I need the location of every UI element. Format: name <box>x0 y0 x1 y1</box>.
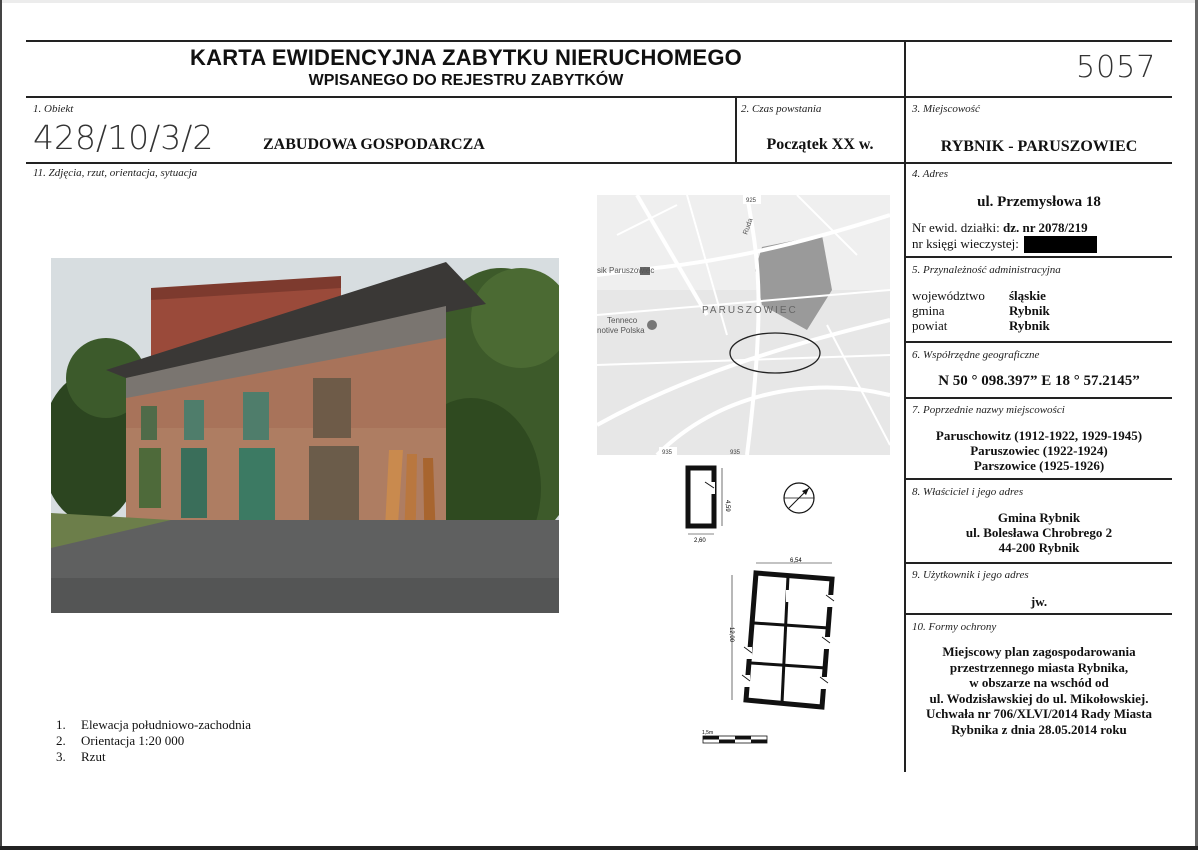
map-road-label: 925 <box>746 198 757 204</box>
map-district-label: PARUSZOWIEC <box>702 305 798 316</box>
rule-7 <box>905 478 1172 480</box>
former-names-label: 7. Poprzednie nazwy miejscowości <box>912 404 1065 416</box>
former-name: Paruszowiec (1922-1924) <box>970 443 1108 458</box>
plot-prefix: Nr ewid. działki: <box>912 220 1000 235</box>
admin-table <box>912 288 1050 333</box>
scan-edge-left <box>0 0 2 850</box>
scale-bar <box>702 728 772 746</box>
scan-edge-top <box>0 0 1198 3</box>
object-label: 1. Obiekt <box>33 103 74 115</box>
protection-line: przestrzennego miasta Rybnika, <box>949 659 1129 675</box>
rule-4 <box>905 256 1172 258</box>
floor-plan-dim-v: 12,00 <box>728 627 734 643</box>
locality-value: RYBNIK - PARUSZOWIEC <box>940 138 1138 155</box>
map-road-label: 935 <box>730 450 741 455</box>
floor-plan <box>726 555 838 715</box>
location-map-drawing <box>597 195 890 455</box>
note-item <box>56 717 376 733</box>
admin-key: gmina <box>912 303 945 318</box>
admin-value: śląskie <box>1009 288 1046 303</box>
object-name: ZABUDOWA GOSPODARCZA <box>263 136 485 153</box>
note-number: 3. <box>56 749 66 764</box>
note-text: Rzut <box>81 749 106 764</box>
scale-bar-label: 1,5m <box>702 730 714 736</box>
coords-label: 6. Współrzędne geograficzne <box>912 349 1040 361</box>
floor-plan-drawing <box>726 555 838 715</box>
notes-list <box>56 717 376 765</box>
admin-value: Rybnik <box>1009 318 1050 333</box>
owner-line: Gmina Rybnik <box>997 510 1081 525</box>
map-street-label: Ruda <box>742 217 755 236</box>
protection-label: 10. Formy ochrony <box>912 621 997 633</box>
note-text: Elewacja południowo-zachodnia <box>81 717 252 732</box>
protection-line: w obszarze na wschód od <box>969 675 1109 690</box>
small-plan-dim-v: 4,59 <box>724 500 730 512</box>
note-number: 2. <box>56 733 66 748</box>
small-plan <box>676 462 736 544</box>
building-photo-drawing <box>51 258 559 613</box>
protection-line: Uchwała nr 706/XLVI/2014 Rady Miasta <box>925 706 1153 721</box>
rule-9 <box>905 613 1172 615</box>
small-plan-drawing <box>676 462 736 544</box>
rule-under-object <box>26 162 1172 164</box>
former-name: Paruschowitz (1912-1922, 1929-1945) <box>935 428 1143 443</box>
owner-block <box>906 510 1172 555</box>
address-label: 4. Adres <box>912 168 949 180</box>
land-register-prefix: nr księgi wieczystej: <box>912 236 1019 251</box>
coords-value: N 50 ° 098.397” E 18 ° 57.2145” <box>938 373 1140 389</box>
floor-plan-dim-h: 6,54 <box>790 558 802 564</box>
rule-under-title <box>26 96 1172 98</box>
locality-label: 3. Miejscowość <box>912 103 980 115</box>
former-names-list <box>906 428 1172 473</box>
location-map <box>597 195 890 455</box>
admin-key: województwo <box>912 288 985 303</box>
card-number-handwritten: 5057 <box>1076 50 1157 85</box>
user-value: jw. <box>1030 594 1048 609</box>
map-pin-icon <box>647 320 657 330</box>
note-item <box>56 749 376 765</box>
note-number: 1. <box>56 717 66 732</box>
card-subtitle: WPISANEGO DO REJESTRU ZABYTKÓW <box>308 72 624 89</box>
building-photo <box>51 258 559 613</box>
map-station-label: sik Paruszowiec <box>597 266 655 275</box>
map-tenneco-label-2: notive Polska <box>597 326 645 335</box>
scan-edge-bottom <box>0 846 1198 850</box>
rule-8 <box>905 562 1172 564</box>
rule-6 <box>905 397 1172 399</box>
map-road-label: 935 <box>662 450 673 455</box>
protection-line: ul. Wodzisławskiej do ul. Mikołowskiej. <box>929 690 1149 706</box>
compass-icon <box>782 481 816 515</box>
owner-label: 8. Właściciel i jego adres <box>912 486 1024 498</box>
former-name: Parszowice (1925-1926) <box>973 458 1105 473</box>
admin-label: 5. Przynależność administracyjna <box>912 264 1061 276</box>
owner-line: ul. Bolesława Chrobrego 2 <box>965 525 1113 540</box>
small-plan-dim-h: 2,60 <box>694 538 706 544</box>
rule-5 <box>905 341 1172 343</box>
object-number-handwritten: 428/10/3/2 <box>33 118 214 157</box>
protection-block <box>906 644 1172 737</box>
plot-number: dz. nr 2078/219 <box>1002 220 1088 235</box>
card-title: KARTA EWIDENCYJNA ZABYTKU NIERUCHOMEGO <box>190 45 742 70</box>
owner-line: 44-200 Rybnik <box>998 540 1080 555</box>
rule-top <box>26 40 1172 42</box>
admin-key: powiat <box>912 318 948 333</box>
created-label: 2. Czas powstania <box>741 103 822 115</box>
note-item <box>56 733 376 749</box>
admin-value: Rybnik <box>1009 303 1050 318</box>
address-street: ul. Przemysłowa 18 <box>977 194 1101 210</box>
photos-section-label: 11. Zdjęcia, rzut, orientacja, sytuacja <box>33 167 198 179</box>
protection-line: Miejscowy plan zagospodarowania <box>942 644 1136 659</box>
redaction-bar <box>1024 236 1097 253</box>
user-label: 9. Użytkownik i jego adres <box>912 569 1029 581</box>
note-text: Orientacja 1:20 000 <box>81 733 185 748</box>
map-tenneco-label: Tenneco <box>607 316 638 325</box>
created-value: Początek XX w. <box>766 136 874 153</box>
protection-line: Rybnika z dnia 28.05.2014 roku <box>951 721 1127 737</box>
